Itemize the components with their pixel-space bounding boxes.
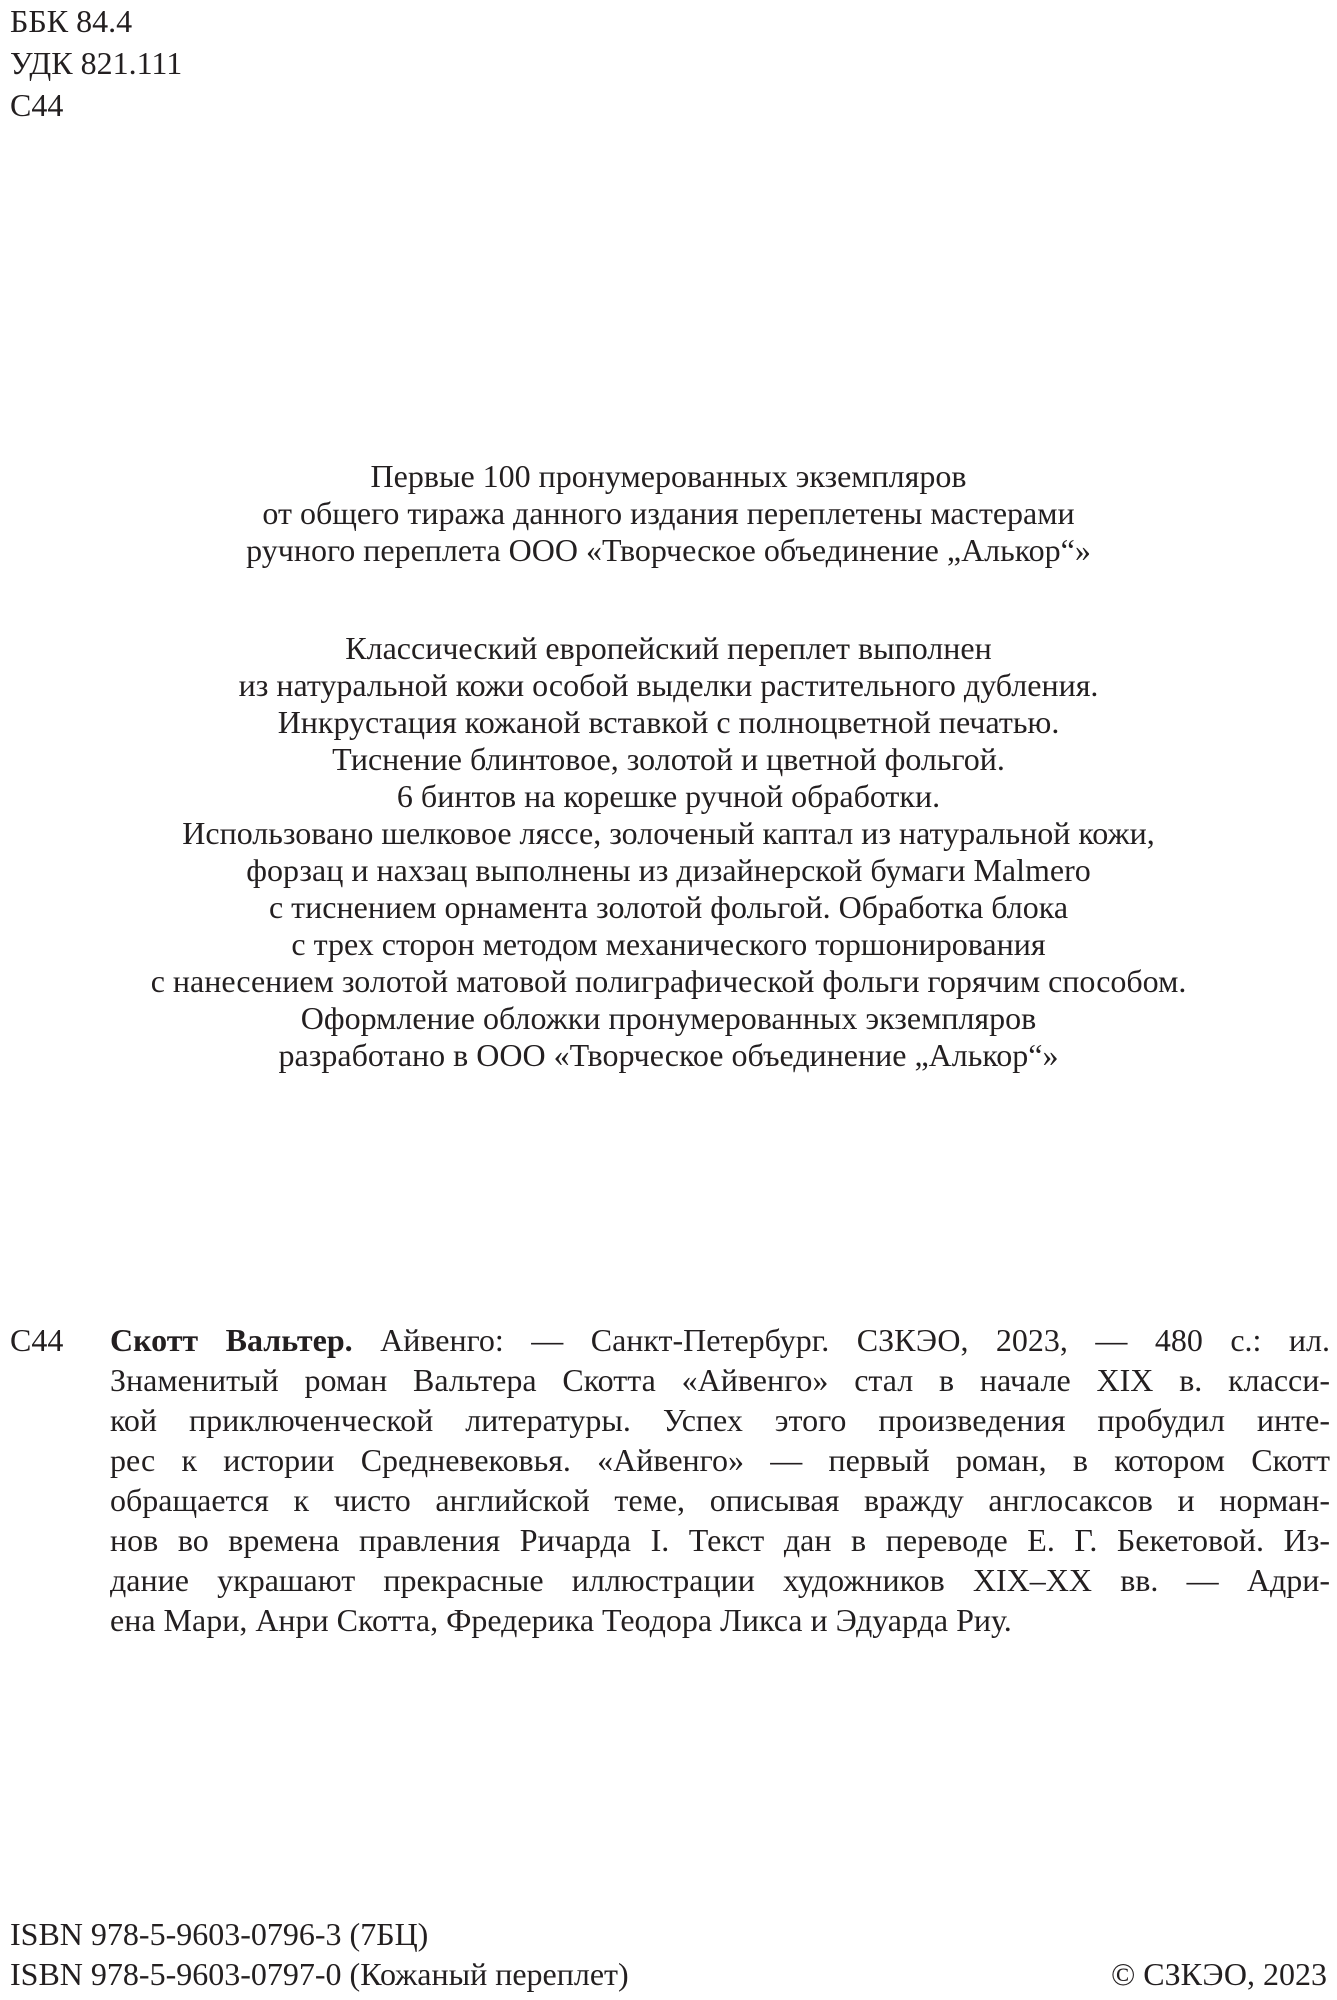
binding-line: Тиснение блинтовое, золотой и цветной фольгой.: [332, 741, 1005, 777]
binding-line: разработано в ООО «Творческое объединение „Алькор“»: [278, 1037, 1059, 1073]
binding-line: из натуральной кожи особой выделки растительного дубления.: [238, 667, 1099, 703]
annotation-line: рес к истории Средневековья. «Айвенго» — первый роман, в котором Скотт: [110, 1442, 1330, 1478]
binding-line: с трех сторон методом механического торшонирования: [291, 926, 1046, 962]
isbn-line: ISBN 978-5-9603-0796-3 (7БЦ): [10, 1916, 429, 1952]
copyright-notice: © СЗКЭО, 2023: [1110, 1956, 1327, 1992]
binding-line: форзац и нахзац выполнены из дизайнерской бумаги Malmero: [246, 852, 1091, 888]
binding-line: с тиснением орнамента золотой фольгой. Обработка блока: [268, 889, 1069, 925]
binding-line: Классический европейский переплет выполнен: [345, 630, 992, 666]
annotation-body: [110, 1320, 1330, 1640]
numbered-copies-notice: [0, 458, 1337, 569]
annotation-first-line: [110, 1320, 1330, 1360]
author-name: Скотт Вальтер.: [110, 1322, 353, 1358]
isbn-line: ISBN 978-5-9603-0797-0 (Кожаный переплет): [10, 1956, 629, 1992]
author-mark: С44: [10, 87, 64, 123]
annotation-code: С44: [10, 1322, 64, 1358]
notice-line: ручного переплета ООО «Творческое объединение „Алькор“»: [246, 532, 1091, 568]
annotation-line: ена Мари, Анри Скотта, Фредерика Теодора Ликса и Эдуарда Риу.: [110, 1602, 1012, 1638]
bbk-code: ББК 84.4: [10, 3, 133, 39]
binding-line: с нанесением золотой матовой полиграфической фольги горячим способом.: [150, 963, 1187, 999]
annotation-line: дание украшают прекрасные иллюстрации художников XIX–XX вв. — Адри-: [110, 1562, 1330, 1598]
binding-line: Использовано шелковое ляссе, золоченый каптал из натуральной кожи,: [182, 815, 1155, 851]
notice-line: от общего тиража данного издания переплетены мастерами: [262, 495, 1075, 531]
udk-code: УДК 821.111: [10, 45, 183, 81]
bibliographic-info: Айвенго: — Санкт-Петербург. СЗКЭО, 2023, — 480 с.: ил.: [352, 1322, 1331, 1358]
binding-line: Инкрустация кожаной вставкой с полноцветной печатью.: [277, 704, 1060, 740]
annotation-line: кой приключенческой литературы. Успех этого произведения пробудил инте-: [110, 1402, 1330, 1438]
annotation-line: нов во времена правления Ричарда I. Текст дан в переводе Е. Г. Бекетовой. Из-: [110, 1522, 1330, 1558]
notice-line: Первые 100 пронумерованных экземпляров: [370, 458, 967, 494]
annotation-line: обращается к чисто английской теме, описывая вражду англосаксов и норман-: [110, 1482, 1330, 1518]
binding-line: Оформление обложки пронумерованных экземпляров: [300, 1000, 1037, 1036]
isbn-block: [10, 1914, 629, 1994]
classification-codes: [10, 0, 182, 126]
annotation-line: Знаменитый роман Вальтера Скотта «Айвенго» стал в начале XIX в. класси-: [110, 1362, 1330, 1398]
binding-line: 6 бинтов на корешке ручной обработки.: [396, 778, 941, 814]
binding-description: [0, 630, 1337, 1074]
